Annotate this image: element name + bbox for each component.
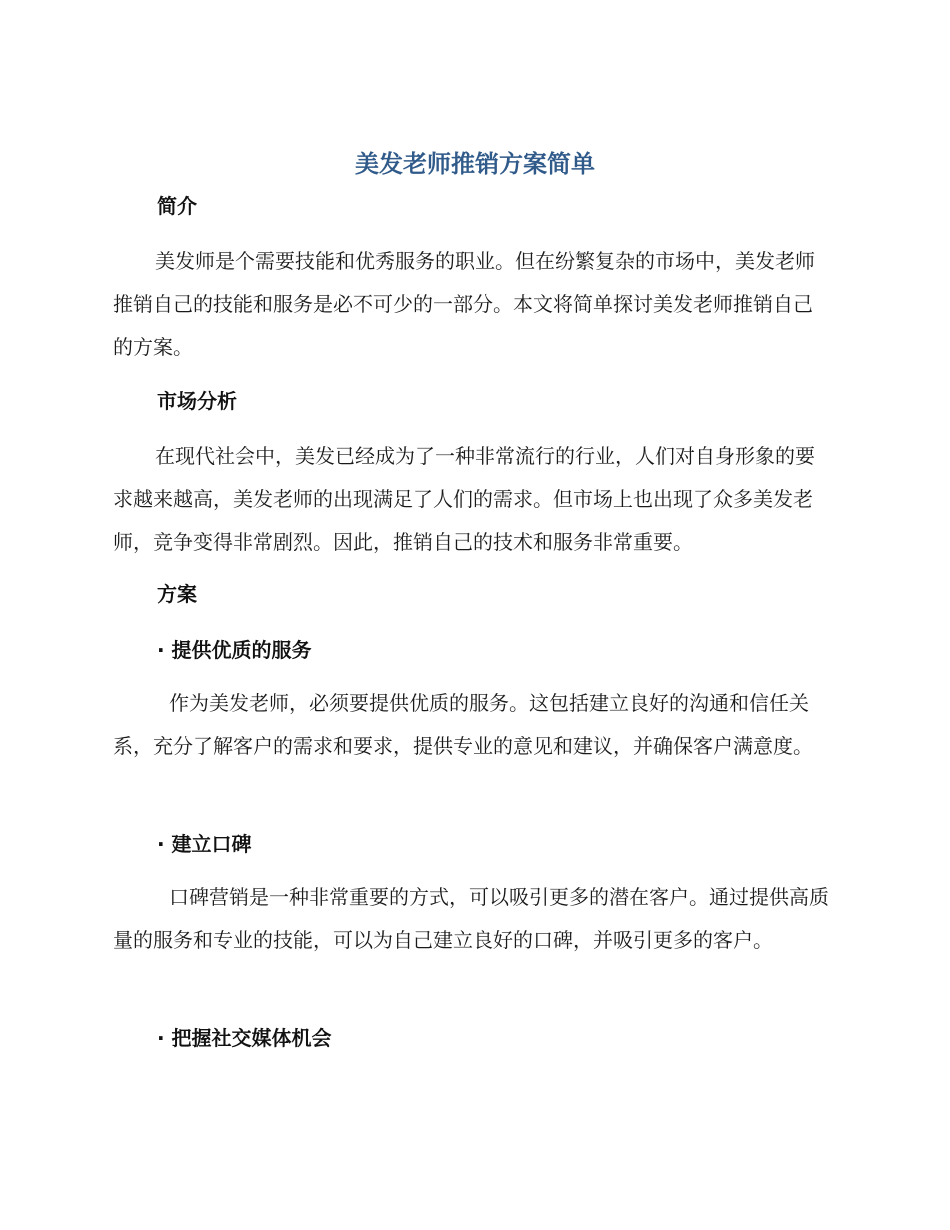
section-paragraph-reputation: 口碑营销是一种非常重要的方式，可以吸引更多的潜在客户。通过提供高质量的服务和专业的技能，可以为自己建立良好的口碑，并吸引更多的客户。 bbox=[113, 885, 829, 952]
section-heading-reputation: · 建立口碑 bbox=[157, 832, 252, 856]
section-heading-intro: 简介 bbox=[157, 194, 197, 218]
document-title: 美发老师推销方案简单 bbox=[355, 150, 595, 178]
section-heading-plan: 方案 bbox=[157, 582, 197, 606]
section-heading-service: · 提供优质的服务 bbox=[157, 638, 312, 662]
section-paragraph-market: 在现代社会中，美发已经成为了一种非常流行的行业，人们对自身形象的要求越来越高，美发老师的出现满足了人们的需求。但市场上也出现了众多美发老师，竞争变得非常剧烈。因此，推销自己的技术和服务非常重要。 bbox=[113, 444, 815, 554]
section-heading-market: 市场分析 bbox=[157, 389, 237, 413]
section-paragraph-service: 作为美发老师，必须要提供优质的服务。这包括建立良好的沟通和信任关系，充分了解客户的需求和要求，提供专业的意见和建议，并确保客户满意度。 bbox=[113, 691, 813, 758]
section-heading-social-media: · 把握社交媒体机会 bbox=[157, 1026, 332, 1050]
section-paragraph-intro: 美发师是个需要技能和优秀服务的职业。但在纷繁复杂的市场中，美发老师推销自己的技能和服务是必不可少的一部分。本文将简单探讨美发老师推销自己的方案。 bbox=[113, 249, 815, 359]
